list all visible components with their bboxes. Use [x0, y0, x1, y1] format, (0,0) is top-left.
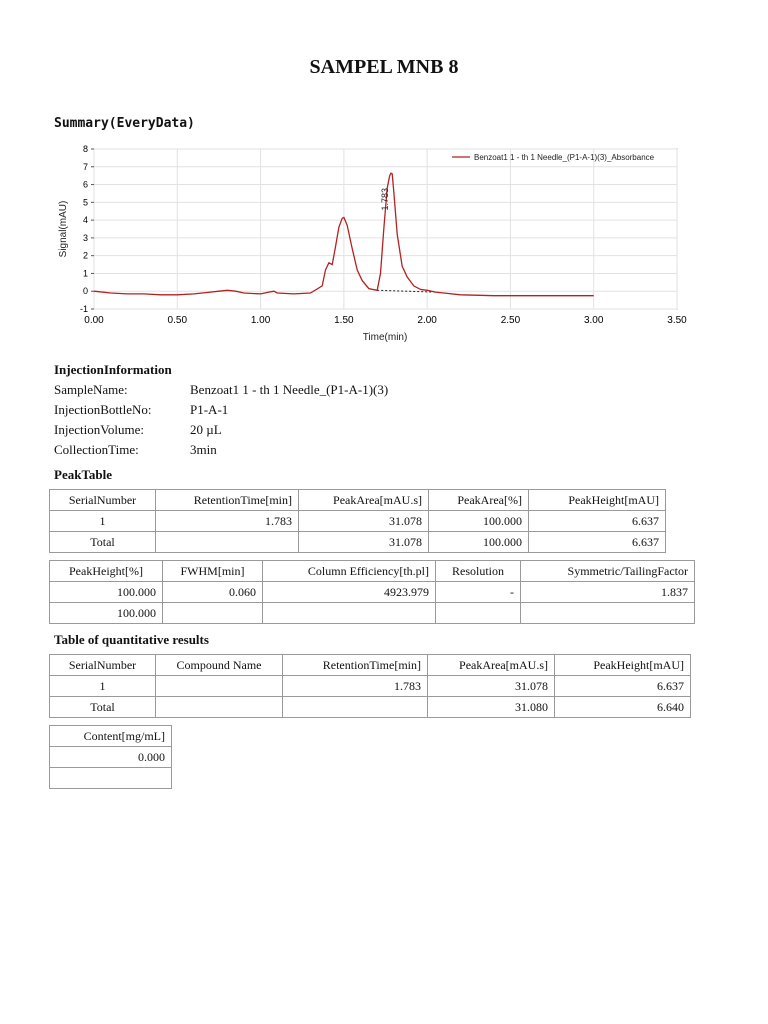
cell: 1.783 — [156, 511, 299, 532]
cell — [50, 768, 172, 789]
table-row — [50, 747, 172, 768]
table-header-row — [50, 726, 172, 747]
cell: 4923.979 — [263, 582, 436, 603]
header-cell: Column Efficiency[th.pl] — [263, 561, 436, 582]
cell — [521, 603, 695, 624]
cell: Total — [50, 697, 156, 718]
cell: 1 — [50, 676, 156, 697]
cell: 31.078 — [428, 676, 555, 697]
bottle-no-value: P1-A-1 — [190, 402, 229, 417]
cell: 0.000 — [50, 747, 172, 768]
cell — [263, 603, 436, 624]
x-tick-label: 1.00 — [250, 315, 271, 326]
cell: 0.060 — [163, 582, 263, 603]
sample-name-label: SampleName: — [54, 382, 128, 397]
cell: 6.637 — [555, 676, 691, 697]
quant-table — [49, 654, 691, 718]
collection-time-label: CollectionTime: — [54, 442, 139, 457]
cell: 31.078 — [299, 532, 429, 553]
injection-heading: InjectionInformation — [54, 362, 172, 377]
cell: - — [436, 582, 521, 603]
table-row — [50, 676, 691, 697]
header-cell: PeakArea[mAU.s] — [428, 655, 555, 676]
x-axis-ticks — [84, 315, 687, 326]
cell: 100.000 — [50, 582, 163, 603]
quant-heading: Table of quantitative results — [54, 632, 209, 647]
peak-table-2 — [49, 560, 695, 624]
y-tick-label: 6 — [82, 179, 88, 190]
cell: 100.000 — [429, 511, 529, 532]
header-cell: SerialNumber — [50, 490, 156, 511]
y-tick-label: 1 — [82, 268, 88, 279]
y-tick-label: 8 — [82, 144, 88, 154]
table-header-row — [50, 490, 666, 511]
content-table — [49, 725, 172, 789]
y-tick-label: 5 — [82, 197, 88, 208]
sample-name-value: Benzoat1 1 - th 1 Needle_(P1-A-1)(3) — [190, 382, 389, 397]
cell: 100.000 — [429, 532, 529, 553]
legend-label: Benzoat1 1 - th 1 Needle_(P1-A-1)(3)_Absorbance — [474, 153, 655, 162]
peak-table — [49, 489, 666, 553]
cell — [156, 676, 283, 697]
header-cell: PeakHeight[%] — [50, 561, 163, 582]
cell: 31.080 — [428, 697, 555, 718]
y-tick-label: 0 — [82, 286, 88, 297]
volume-value: 20 µL — [190, 422, 222, 437]
table-header-row — [50, 561, 695, 582]
header-cell: Resolution — [436, 561, 521, 582]
cell — [436, 603, 521, 624]
table-header-row — [50, 655, 691, 676]
table-row — [50, 532, 666, 553]
cell: 1.783 — [283, 676, 428, 697]
cell: 6.637 — [529, 532, 666, 553]
cell: 1.837 — [521, 582, 695, 603]
peaktable-heading: PeakTable — [54, 467, 113, 482]
x-tick-label: 3.00 — [583, 315, 604, 326]
table-row — [50, 697, 691, 718]
table-row — [50, 768, 172, 789]
table-row — [50, 603, 695, 624]
header-cell: RetentionTime[min] — [283, 655, 428, 676]
chromatogram-chart — [50, 140, 690, 350]
x-tick-label: 0.00 — [84, 315, 104, 326]
header-cell: FWHM[min] — [163, 561, 263, 582]
y-tick-label: 3 — [82, 232, 88, 243]
x-tick-label: 2.50 — [500, 315, 521, 326]
x-tick-label: 2.00 — [417, 315, 437, 326]
y-axis-ticks — [80, 144, 94, 314]
table-row — [50, 511, 666, 532]
y-tick-label: -1 — [79, 304, 88, 314]
volume-label: InjectionVolume: — [54, 422, 145, 437]
cell: 6.637 — [529, 511, 666, 532]
x-tick-label: 1.50 — [334, 315, 354, 326]
cell: 100.000 — [50, 603, 163, 624]
y-tick-label: 7 — [82, 161, 88, 172]
header-cell: Compound Name — [156, 655, 283, 676]
cell — [163, 603, 263, 624]
table-row — [50, 582, 695, 603]
y-tick-label: 2 — [82, 250, 88, 261]
summary-heading: Summary(EveryData) — [54, 116, 195, 131]
x-tick-label: 0.50 — [167, 315, 188, 326]
x-tick-label: 3.50 — [667, 315, 687, 326]
cell — [156, 697, 283, 718]
header-cell: PeakHeight[mAU] — [555, 655, 691, 676]
peak-retention-label: 1.783 — [379, 187, 390, 211]
cell: 6.640 — [555, 697, 691, 718]
cell: Total — [50, 532, 156, 553]
x-axis-label: Time(min) — [362, 332, 408, 343]
cell: 31.078 — [299, 511, 429, 532]
header-cell: Content[mg/mL] — [50, 726, 172, 747]
page-title: SAMPEL MNB 8 — [309, 56, 459, 78]
plot-area — [94, 149, 677, 309]
header-cell: PeakHeight[mAU] — [529, 490, 666, 511]
collection-time-value: 3min — [190, 442, 217, 457]
cell — [283, 697, 428, 718]
legend — [452, 153, 655, 162]
y-axis-label: Signal(mAU) — [58, 200, 69, 258]
header-cell: SerialNumber — [50, 655, 156, 676]
chromatogram-svg — [50, 140, 690, 345]
header-cell: Symmetric/TailingFactor — [521, 561, 695, 582]
header-cell: RetentionTime[min] — [156, 490, 299, 511]
y-tick-label: 4 — [82, 215, 88, 226]
header-cell: PeakArea[%] — [429, 490, 529, 511]
cell: 1 — [50, 511, 156, 532]
cell — [156, 532, 299, 553]
bottle-no-label: InjectionBottleNo: — [54, 402, 152, 417]
header-cell: PeakArea[mAU.s] — [299, 490, 429, 511]
